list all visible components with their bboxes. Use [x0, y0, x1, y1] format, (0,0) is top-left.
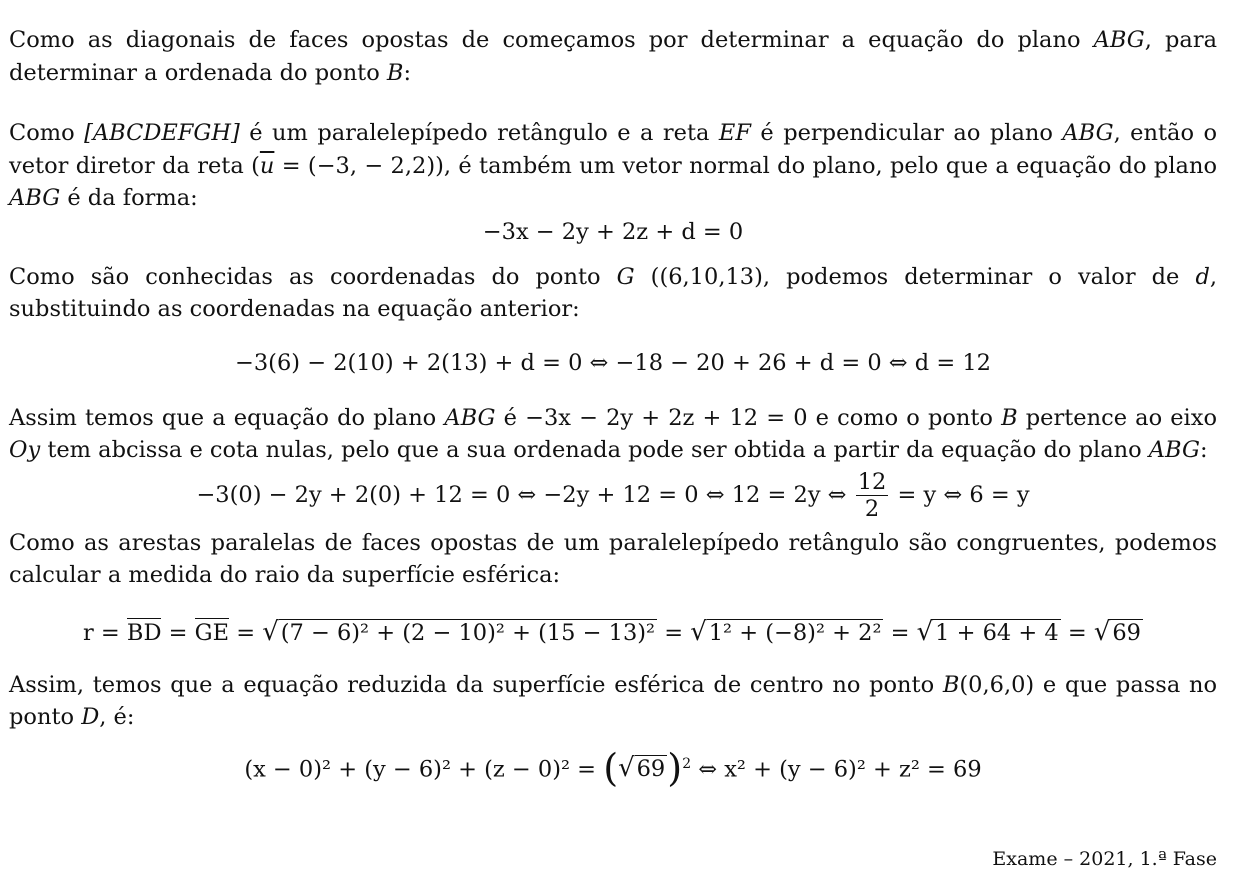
eq-right: = y ⇔ 6 = y [890, 481, 1030, 508]
math-line-ef: EF [718, 120, 751, 146]
text: tem abcissa e cota nulas, pelo que a sua ordenada pode ser obtida a partir da equação do plano [40, 437, 1149, 463]
radicand: 1² + (−8)² + 2² [708, 619, 882, 646]
text: Como [9, 120, 85, 146]
math-plane-abg: ABG [9, 185, 61, 211]
math-d: d [1195, 263, 1210, 290]
eq-part: = [161, 619, 195, 646]
fraction [856, 469, 889, 522]
math-plane-abg: ABG [1148, 437, 1200, 463]
math-point-b: B [386, 59, 404, 86]
eq-left: (x − 0)² + (y − 6)² + (z − 0)² = [244, 756, 604, 782]
text: Assim, temos que a equação reduzida da superfície esférica de centro no ponto [9, 671, 943, 698]
equation-find-d: −3(6) − 2(10) + 2(13) + d = 0 ⇔ −18 − 20 + 26 + d = 0 ⇔ d = 12 [235, 349, 991, 376]
text: (0,6,0) e que passa no ponto [9, 671, 1217, 730]
text: , é: [99, 704, 135, 730]
radicand: 69 [1112, 619, 1141, 646]
fraction-denominator: 2 [864, 496, 880, 522]
equation-radius [9, 612, 1217, 653]
text: : [1199, 437, 1208, 463]
radicand: 69 [636, 756, 666, 782]
eq-right: ⇔ x² + (y − 6)² + z² = 69 [691, 756, 982, 782]
eq-part: = [657, 619, 691, 646]
exam-source: Exame – 2021, 1.ª Fase [992, 848, 1217, 870]
paragraph-radius [9, 527, 1217, 592]
math-plane-abg: ABG [444, 404, 496, 431]
sqrt-3: √1 + 64 + 4 [916, 616, 1059, 647]
sqrt-2: √1² + (−8)² + 2² [690, 616, 882, 647]
text: ((6,10,13), podemos determinar o valor de [634, 263, 1196, 290]
sqrt-1: √(7 − 6)² + (2 − 10)² + (15 − 13)² [262, 616, 656, 647]
eq-part: = [883, 619, 917, 646]
math-axis-oy: Oy [9, 437, 41, 463]
exponent: 2 [682, 755, 692, 772]
eq-left: −3(0) − 2y + 2(0) + 12 = 0 ⇔ −2y + 12 = 0 ⇔ 12 = 2y ⇔ [196, 481, 854, 508]
equation-sphere: $(x - 0)^2 + (y - 6)^2 + (z - 0)^2 = (√69)^2$ ⇔ x² + (y − 6)² + z² = 69 [244, 745, 982, 791]
math-vector-u: $\overline{u}$ [259, 152, 275, 179]
text: é perpendicular ao plano [750, 120, 1063, 146]
math-solid: [ABCDEFGH] [84, 120, 240, 146]
text: = (−3, − 2,2)), é também um vetor normal do plano, pelo que a equação do plano [274, 152, 1217, 179]
equation-find-y [9, 467, 1217, 523]
math-point-b: B [942, 671, 960, 698]
paragraph-substitution [9, 261, 1217, 326]
text: Como as arestas paralelas de faces opostas de um paralelepípedo retângulo são congruentes, podemos calcular a medida do raio da superfície esférica: [9, 529, 1217, 588]
segment-ge: GE [194, 619, 230, 646]
text: pertence ao eixo [1017, 404, 1217, 431]
paragraph-sphere [9, 669, 1217, 734]
text: Como são conhecidas as coordenadas do ponto [9, 263, 617, 290]
paragraph-plane-equation [9, 402, 1217, 467]
paragraph-normal-vector [9, 117, 1217, 215]
radicand: (7 − 6)² + (2 − 10)² + (15 − 13)² [280, 619, 656, 646]
text: Assim temos que a equação do plano [9, 404, 445, 431]
sqrt-69: √69 [618, 753, 666, 783]
segment-bd: BD [126, 619, 162, 646]
text: é um paralelepípedo retângulo e a reta [239, 120, 719, 146]
eq-part: = [1060, 619, 1094, 646]
equation-plane-form: −3x − 2y + 2z + d = 0 [482, 218, 744, 245]
eq-part: r = [82, 619, 127, 646]
eq-part: = [229, 619, 263, 646]
document-body [9, 24, 1217, 797]
text: : [403, 59, 412, 86]
math-point-d: D [81, 704, 100, 730]
math-point-g: G [616, 263, 635, 290]
sqrt-4: √69 [1093, 616, 1141, 647]
text: é da forma: [60, 185, 198, 211]
text: é −3x − 2y + 2z + 12 = 0 e como o ponto [495, 404, 1002, 431]
text: , substituindo as coordenadas na equação anterior: [9, 263, 1217, 322]
math-plane-abg: ABG [1093, 27, 1145, 53]
math-point-b: B [1001, 404, 1018, 431]
text: Como as diagonais de faces opostas de começamos por determinar a equação do plano [9, 27, 1094, 53]
text: , para determinar a ordenada do ponto [9, 27, 1217, 86]
math-plane-abg: ABG [1062, 120, 1114, 146]
text: , então o vetor diretor da reta ( [9, 120, 1218, 179]
radicand: 1 + 64 + 4 [935, 619, 1059, 646]
fraction-numerator: 12 [857, 469, 887, 495]
paragraph-intro [9, 24, 1217, 89]
